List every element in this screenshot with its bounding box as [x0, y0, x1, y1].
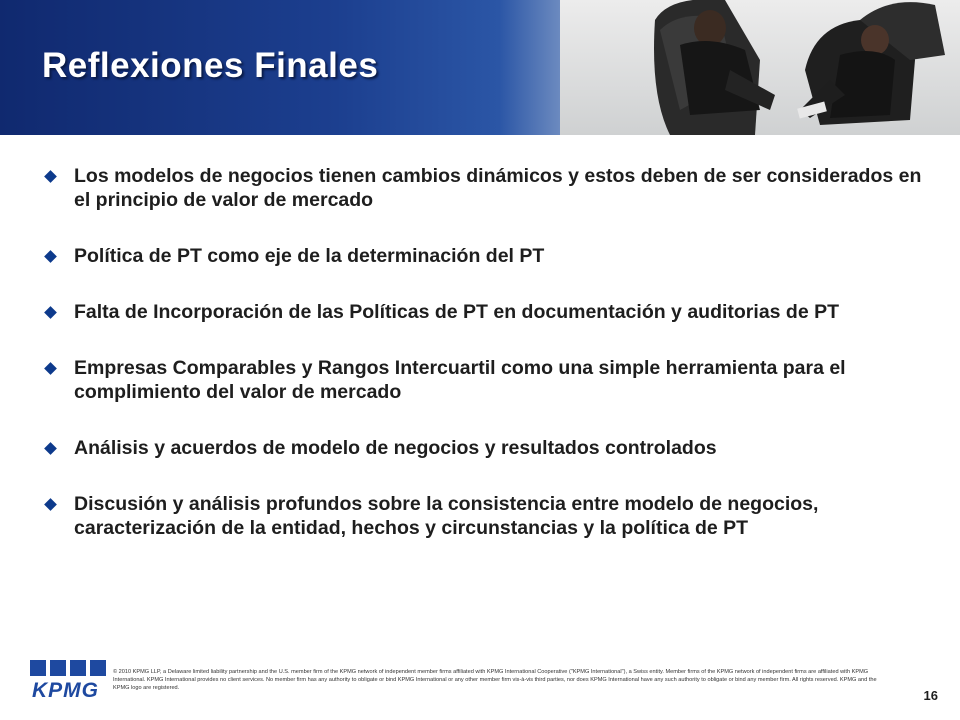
bullet-item	[42, 492, 922, 540]
diamond-icon	[44, 498, 57, 511]
bullet-text: Discusión y análisis profundos sobre la consistencia entre modelo de negocios, caracterización de la entidad, hechos y circunstancias y la política de PT	[74, 493, 819, 539]
diamond-icon	[44, 170, 57, 183]
bullet-item	[42, 300, 922, 324]
bullet-item	[42, 356, 922, 404]
diamond-icon	[44, 306, 57, 319]
slide-title: Reflexiones Finales	[42, 46, 379, 85]
header-banner	[0, 0, 960, 135]
kpmg-logo	[30, 660, 106, 702]
bullet-text: Análisis y acuerdos de modelo de negocios y resultados controlados	[74, 437, 717, 459]
diamond-icon	[44, 250, 57, 263]
page-number: 16	[923, 688, 938, 703]
bullet-text: Falta de Incorporación de las Políticas de PT en documentación y auditorias de PT	[74, 301, 840, 323]
bullet-item	[42, 164, 922, 212]
bullet-text: Los modelos de negocios tienen cambios dinámicos y estos deben de ser considerados en el principio de valor de mercado	[74, 165, 922, 211]
meeting-photo	[560, 0, 960, 135]
diamond-icon	[44, 442, 57, 455]
bullet-list	[42, 160, 922, 540]
bullet-text: Política de PT como eje de la determinación del PT	[74, 245, 545, 267]
legal-disclaimer: © 2010 KPMG LLP, a Delaware limited liability partnership and the U.S. member firm of the KPMG network of independent member firms affiliated with KPMG International Cooperative ("KPMG International"), a Swiss entity. Member firms of the KPMG network of independent firms are affiliated with KPMG International. KPMG International provides no client services. No member firm has any authority to obligate or bind KPMG International or any other member firm vis-à-vis third parties, nor does KPMG International have any such authority to obligate or bind any member firm. All rights reserved. KPMG and the KPMG logo are registered.	[113, 669, 877, 691]
kpmg-wordmark: KPMG	[32, 679, 99, 702]
bullet-item	[42, 436, 922, 460]
bullet-text: Empresas Comparables y Rangos Intercuartil como una simple herramienta para el complimiento del valor de mercado	[74, 357, 846, 403]
bullet-item	[42, 244, 922, 268]
diamond-icon	[44, 362, 57, 375]
